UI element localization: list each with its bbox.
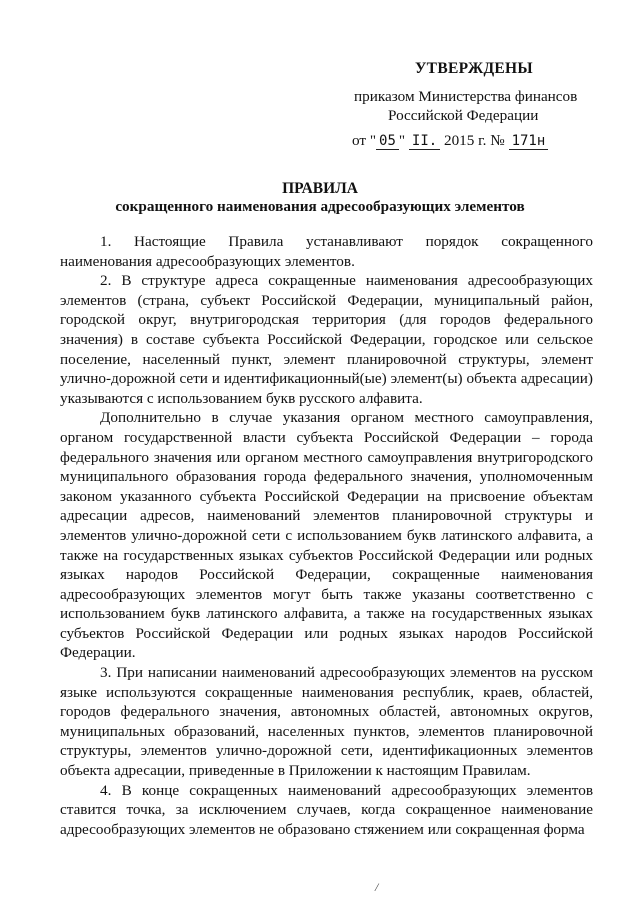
- date-year: 2015 г. №: [443, 132, 505, 149]
- date-month: II.: [409, 133, 440, 150]
- document-subtitle: сокращенного наименования адресообразующих элементов: [115, 198, 525, 215]
- approval-date-line: [352, 132, 548, 150]
- date-day: 05: [376, 133, 399, 150]
- document-body: [60, 232, 593, 839]
- date-quote: ": [398, 132, 406, 149]
- paragraph-2: 2. В структуре адреса сокращенные наименования адресообразующих элементов (страна, субъект Российской Федерации, муниципальный район, городской округ, внутригородская территория (для городов федерального значения) в составе субъекта Российской Федерации, городское или сельское поселение, населенный пункт, элемент планировочной структуры, элемент улично-дорожной сети и идентификационный(ые) элемент(ы) объекта адресации) указываются с использованием букв русского алфавита.: [60, 272, 593, 407]
- approval-order-line: приказом Министерства финансов: [354, 88, 578, 105]
- page-mark: /: [375, 880, 379, 894]
- paragraph-2-additional: Дополнительно в случае указания органом местного самоуправления, органом государственной власти субъекта Российской Федерации – города федерального значения или органом местного самоуправления внутригородского муниципального образования города федерального значения, уполномоченным законом указанного субъекта Российской Федерации на присвоение объектам адресации адресов, наименований элементов планировочной структуры и элементов улично-дорожной сети с использованием букв латинского алфавита, а также на государственных языках субъектов Российской Федерации или родных языках народов Российской Федерации, сокращенные наименования адресообразующих элементов могут быть также указаны соответственно с использованием букв латинского алфавита, а также на государственных языках субъектов Российской Федерации или родных языках народов Российской Федерации.: [60, 409, 593, 662]
- document-title: ПРАВИЛА: [282, 180, 358, 197]
- date-prefix: от ": [352, 132, 377, 149]
- paragraph-4: 4. В конце сокращенных наименований адресообразующих элементов ставится точка, за исключением случаев, когда сокращенное наименование адресообразующих элементов не образовано стяжением или сокращенная форма: [60, 781, 593, 838]
- order-number: 171н: [509, 133, 549, 150]
- approval-country-line: Российской Федерации: [388, 107, 539, 124]
- paragraph-3: 3. При написании наименований адресообразующих элементов на русском языке используются сокращенные наименования республик, краев, областей, городов федерального значения, автономных областей, автономных округов, муниципальных образований, населенных пунктов, элементов планировочной структуры, элементов улично-дорожной сети, идентификационных элементов объекта адресации, приведенные в Приложении к настоящим Правилам.: [60, 664, 593, 780]
- paragraph-1: 1. Настоящие Правила устанавливают порядок сокращенного наименования адресообразующих элементов.: [60, 233, 593, 270]
- approval-title: УТВЕРЖДЕНЫ: [415, 60, 533, 77]
